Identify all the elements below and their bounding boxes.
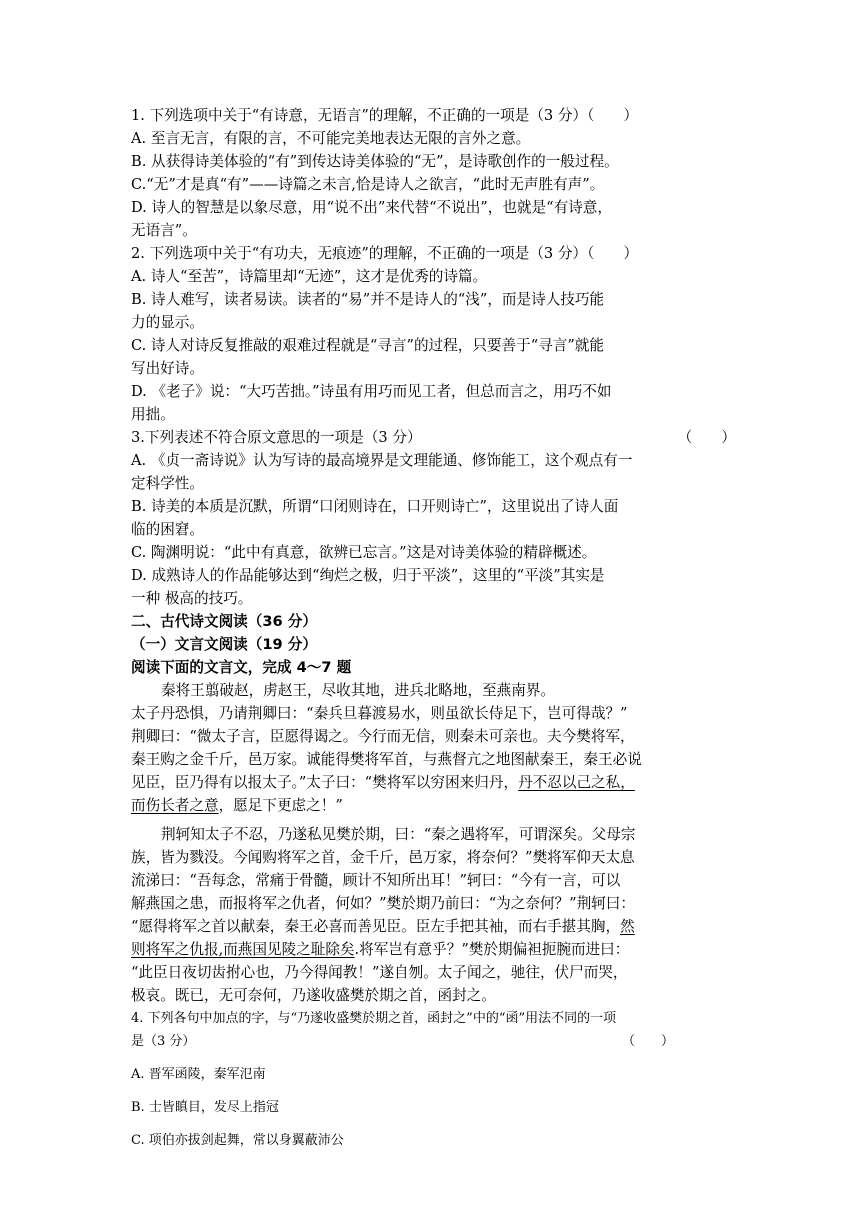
q4-answer-paren: （ ） (621, 1034, 674, 1049)
q3-option-b-line2: 临的困窘。 (131, 521, 204, 538)
question-4-stem-line2 (131, 1030, 736, 1053)
q3-option-a-line2: 定科学性。 (131, 475, 204, 492)
question-3-stem (131, 426, 736, 449)
q1-option-d-line2: 无语言”。 (131, 222, 197, 239)
underlined-sentence: 则将军之仇报,而燕国见陵之耻除矣 (131, 941, 355, 958)
q4-stem-text: 是（3 分） (131, 1034, 196, 1049)
q3-stem-text: 3.下列表述不符合原文意思的一项是（3 分） (131, 429, 422, 446)
q1-option-c: C.“无”才是真“有”——诗篇之未言,恰是诗人之欲言，“此时无声胜有声”。 (131, 176, 605, 193)
q4-option-b: B. 士皆瞋目，发尽上指冠 (131, 1100, 279, 1115)
passage-para-3-line4: 解燕国之患，而报将军之仇者，何如？”樊於期乃前曰：“为之奈何？”荆轲曰： (131, 895, 635, 912)
q1-option-d-line1: D. 诗人的智慧是以象尽意，用“说不出”来代替“不说出”，也就是“有诗意， (131, 199, 612, 216)
q2-option-c-line2: 写出好诗。 (131, 360, 204, 377)
q3-option-d-line2: 一种 极高的技巧。 (131, 590, 253, 607)
q3-option-d-line1: D. 成熟诗人的作品能够达到“绚烂之极，归于平淡”，这里的“平淡”其实是 (131, 567, 605, 584)
passage-text: .将军岂有意乎？”樊於期偏袒扼腕而进曰： (354, 941, 630, 958)
underlined-sentence: 而伤长者之意 (131, 797, 219, 814)
q4-option-a: A. 晋军函陵，秦军氾南 (131, 1067, 266, 1082)
question-1-stem: 1. 下列选项中关于“有诗意，无语言”的理解，不正确的一项是（3 分）（ ） (131, 107, 639, 124)
q2-option-d-line1: D. 《老子》说：“大巧苦拙。”诗虽有用巧而见工者，但总而言之，用巧不如 (131, 383, 612, 400)
passage-para-2-line4 (131, 771, 736, 794)
q1-option-a: A. 至言无言，有限的言，不可能完美地表达无限的言外之意。 (131, 130, 531, 147)
q2-option-b-line2: 力的显示。 (131, 314, 204, 331)
passage-para-3-line7: “此臣日夜切齿拊心也，乃今得闻教！”遂自刎。太子闻之，驰往，伏尸而哭， (131, 964, 628, 981)
passage-para-3-line2: 族，皆为戮没。今闻购将军之首，金千斤，邑万家，将奈何？”樊将军仰天太息 (131, 849, 635, 866)
q2-option-c-line1: C. 诗人对诗反复推敲的艰难过程就是“寻言”的过程，只要善于“寻言”就能 (131, 337, 604, 354)
q2-option-d-line2: 用拙。 (131, 406, 175, 423)
passage-para-3-line8: 极哀。既已，无可奈何，乃遂收盛樊於期之首，函封之。 (131, 987, 496, 1004)
passage-text: ，愿足下更虑之！” (218, 797, 343, 814)
q3-option-c: C. 陶渊明说：“此中有真意，欲辨已忘言。”这是对诗美体验的精辟概述。 (131, 544, 597, 561)
q2-option-a: A. 诗人“至苦”，诗篇里却“无迹”，这才是优秀的诗篇。 (131, 268, 488, 285)
q1-option-b: B. 从获得诗美体验的“有”到传达诗美体验的“无”，是诗歌创作的一般过程。 (131, 153, 619, 170)
q3-option-b-line1: B. 诗美的本质是沉默，所谓“口闭则诗在，口开则诗亡”，这里说出了诗人面 (131, 498, 619, 515)
section-heading: 二、古代诗文阅读（36 分） (131, 613, 317, 630)
passage-para-1: 秦将王翦破赵，虏赵王，尽收其地，进兵北略地，至燕南界。 (161, 682, 556, 699)
passage-text: 见臣，臣乃得有以报太子。”太子曰：“樊将军以穷困来归丹， (131, 774, 519, 791)
underlined-sentence: 丹不忍以己之私， (518, 774, 635, 791)
passage-text: “愿得将军之首以献秦，秦王必喜而善见臣。臣左手把其袖，而右手揕其胸， (131, 918, 621, 935)
passage-para-2-line1: 太子丹恐惧，乃请荆卿曰：“秦兵旦暮渡易水，则虽欲长侍足下，岂可得哉？” (131, 705, 628, 722)
q3-answer-paren: （ ） (677, 429, 736, 446)
reading-instruction: 阅读下面的文言文，完成 4～7 题 (131, 659, 352, 676)
passage-para-2-line5 (131, 794, 736, 817)
q4-option-c: C. 项伯亦拔剑起舞，常以身翼蔽沛公 (131, 1133, 344, 1148)
passage-para-2-line3: 秦王购之金千斤，邑万家。诚能得樊将军首，与燕督亢之地图献秦王，秦王必说 (131, 751, 642, 768)
question-4-stem-line1: 4. 下列各句中加点的字，与“乃遂收盛樊於期之首，函封之”中的“函”用法不同的一项 (131, 1011, 617, 1026)
q3-option-a-line1: A. 《贞一斋诗说》认为写诗的最高境界是文理能通、修饰能工，这个观点有一 (131, 452, 633, 469)
passage-para-2-line2: 荆卿曰：“微太子言，臣愿得谒之。今行而无信，则秦未可亲也。夫今樊将军， (131, 728, 635, 745)
passage-para-3-line1: 荆轲知太子不忍，乃遂私见樊於期，曰：“秦之遇将军，可谓深矣。父母宗 (161, 826, 636, 843)
subsection-heading: （一）文言文阅读（19 分） (131, 636, 317, 653)
q2-option-b-line1: B. 诗人难写，读者易读。读者的“易”并不是诗人的“浅”，而是诗人技巧能 (131, 291, 605, 308)
passage-para-3-line3: 流涕曰：“吾每念，常痛于骨髓，顾计不知所出耳！”轲曰：“今有一言，可以 (131, 872, 621, 889)
underlined-sentence: 然 (620, 918, 635, 935)
question-2-stem: 2. 下列选项中关于“有功夫，无痕迹”的理解，不正确的一项是（3 分）（ ） (131, 245, 639, 262)
exam-page (131, 104, 736, 1152)
passage-para-3-line5 (131, 915, 736, 938)
passage-para-3-line6 (131, 938, 736, 961)
